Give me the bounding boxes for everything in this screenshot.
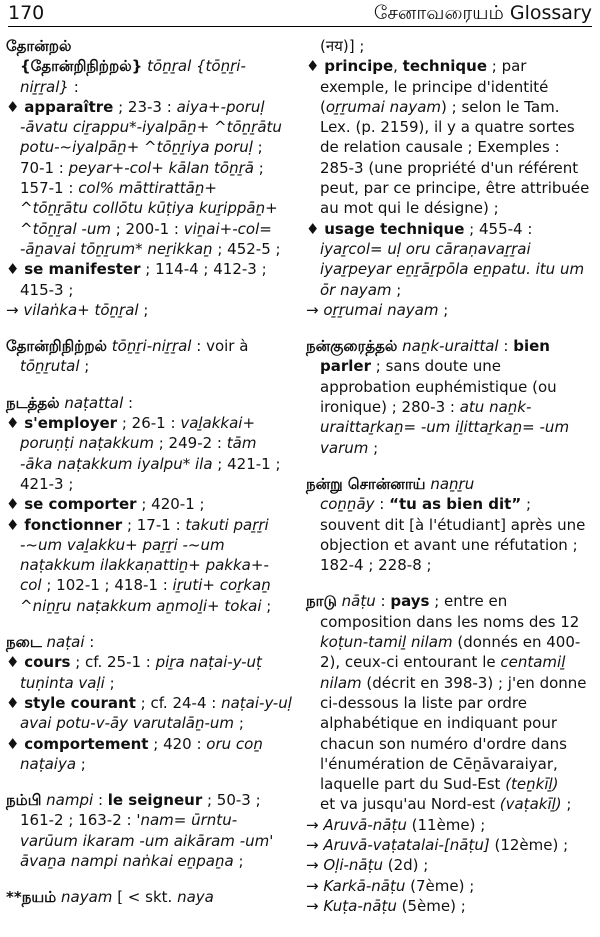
glossary-entry [6,393,298,616]
entry-line: peut, par ce principe, être attribuée [320,179,590,198]
entry-line: -āka naṭakkum iyalpu* ila ; 421-1 ; [20,454,281,473]
glossary-entry [306,591,594,916]
entry-line: laquelle part du Sud-Est (teṉkīḻ) [320,775,559,794]
entry-line: → vilaṅka+ tōṉṟal ; [6,300,149,319]
entry-line: iyaṟcol= uḷ oru cāraṇavaṟṟai [320,239,531,258]
entry-line: ♦ cours ; cf. 25-1 : piṟa naṭai-y-uṭ [6,653,262,672]
entry-line: de relation causale ; Exemples : [320,138,560,157]
entry-line: நன்குரைத்தல் naṉk-uraittal : bien [306,337,550,356]
entry-line: ♦ fonctionner ; 17-1 : takuti paṟṟi [6,515,269,534]
entry-line: -~um vaḻakku+ paṟṟi -~um [20,535,225,554]
entry-line: col ; 102-1 ; 418-1 : iṟuti+ coṟkaṉ [20,576,271,595]
entry-line: -āvatu ciṟappu*-iyalpāṉ+ ^tōṉṟātu [20,118,282,137]
entry-line: நடத்தல் naṭattal : [6,393,134,412]
entry-line: ♦ apparaître ; 23-3 : aiya+-poruḷ [6,97,265,116]
entry-line: தோன்றிநிற்றல் tōṉṟi-niṟṟal : voir à [6,337,249,356]
glossary-entry [6,36,298,320]
entry-line: souvent dit [à l'étudiant] après une [320,515,586,534]
right-column [306,36,594,932]
entry-line: iyaṟpeyar eṉṟāṟpōla eṉpatu. itu um [320,260,585,279]
glossary-entry [6,887,298,907]
entry-line: Lex. (p. 2159), il y a quatre sortes [320,118,575,137]
entry-line: நன்று சொன்னாய் naṉṟu [306,474,475,493]
entry-line: approbation euphémistique (ou [320,377,557,396]
entry-line: ♦ s'employer ; 26-1 : vaḻakkai+ [6,414,256,433]
entry-line: chacun son numéro d'ordre dans [320,734,567,753]
glossary-entry [306,36,594,320]
entry-line: → Aruvā-vaṭatalai-[nāṭu] (12ème) ; [306,835,569,854]
entry-line: (oṟṟumai nayam) ; selon le Tam. [320,97,560,116]
entry-line: exemple, le principe d'identité [320,77,549,96]
entry-line: l'énumération de Cēṉāvaraiyar, [320,754,558,773]
entry-line: objection et avant une réfutation ; [320,535,578,554]
entry-line: -āṉavai tōṉṟum* neṟikkaṉ ; 452-5 ; [20,239,281,258]
entry-line: ^tōṉṟātu collōtu kūṭiya kuṟippāṉ+ [20,199,278,218]
entry-line: 161-2 ; 163-2 : 'nam= ūrntu- [20,811,238,830]
entry-line: parler ; sans doute une [320,357,501,376]
entry-line: composition dans les noms des 12 [320,612,580,631]
entry-line: tōṉṟutal ; [20,357,90,376]
entry-line: → Kuṭa-nāṭu (5ème) ; [306,896,466,915]
entry-line: நாடு nāṭu : pays ; entre en [306,592,508,611]
entry-line: ci-dessous la liste par ordre [320,693,527,712]
entry-line: ♦ principe, technique ; par [306,57,527,76]
header-rule [8,26,592,27]
entry-line: varum ; [320,438,379,457]
entry-line: ♦ se comporter ; 420-1 ; [6,495,205,514]
entry-line: → oṟṟumai nayam ; [306,300,449,319]
entry-line: naṭaiya ; [20,754,86,773]
entry-line: ♦ style courant ; cf. 24-4 : naṭai-y-uḷ [6,693,292,712]
entry-line: நடை naṭai : [6,633,95,652]
entry-line: varūum ikaram -um aikāram -um' [20,831,274,850]
entry-line: ^tōṉṟal -um ; 200-1 : viṉai+-col= [20,219,272,238]
entry-line: ♦ usage technique ; 455-4 : [306,219,533,238]
entry-line: நம்பி nampi : le seigneur ; 50-3 ; [6,791,261,810]
page-header [0,0,600,30]
glossary-entry [306,474,594,575]
entry-line: 70-1 : peyar+-col+ kālan tōṉṟā ; [20,158,264,177]
entry-line: au mot qui le désigne) ; [320,199,499,218]
glossary-entry [6,336,298,377]
entry-line: ♦ se manifester ; 114-4 ; 412-3 ; [6,260,267,279]
entry-line: potu-~iyalpāṉ+ ^tōṉṟiya poruḷ ; [20,138,263,157]
entry-line: ♦ comportement ; 420 : oru coṉ [6,734,263,753]
entry-line: koṭun-tamiḻ nilam (donnés en 400- [320,633,581,652]
entry-line: ^niṉṟu naṭakkum aṉmoḻi+ tokai ; [20,596,272,615]
entry-line: {தோன்றிநிற்றல்} tōṉṟal {tōṉṟi- [20,57,246,76]
entry-line: alphabétique en indiquant pour [320,714,558,733]
entry-line: 157-1 : col% māttirattāṉ+ [20,179,217,198]
page-number: 170 [8,2,45,24]
entry-line: ōr nayam ; [320,280,402,299]
entry-line: → Aruvā-nāṭu (11ème) ; [306,815,486,834]
entry-line: ironique) ; 280-3 : atu naṉk- [320,398,532,417]
entry-line: poruṇṭi naṭakkum ; 249-2 : tām [20,434,257,453]
entry-line: → Karkā-nāṭu (7ème) ; [306,876,475,895]
entry-line: 182-4 ; 228-8 ; [320,556,432,575]
entry-line: uraittaṟkaṉ= -um iḻittaṟkaṉ= -um [320,418,570,437]
entry-line: 415-3 ; [20,280,74,299]
entry-line: தோன்றல் [6,37,72,55]
running-title: சேனாவரையம் Glossary [373,2,592,24]
entry-line: et va jusqu'au Nord-est (vaṭakīḻ) ; [320,795,572,814]
entry-line: 285-3 (une propriété d'un référent [320,158,579,177]
entry-line: niṟṟal} : [20,77,79,96]
glossary-entry [6,632,298,774]
entry-line: **நயம் nayam [ < skt. naya [6,888,214,907]
entry-line: avai potu-v-āy varutalāṉ-um ; [20,714,244,733]
entry-line: 2), ceux-ci entourant le centamiḻ [320,653,566,672]
glossary-entry [306,336,594,458]
glossary-entry [6,790,298,871]
entry-line: (नय)] ; [320,37,365,55]
entry-line: āvaṉa nampi naṅkai eṉpaṉa ; [20,851,244,870]
left-column [6,36,298,924]
entry-line: naṭakkum ilakkaṇattiṉ+ pakka+- [20,556,269,575]
entry-line: nilam (décrit en 398-3) ; j'en donne [320,673,587,692]
entry-line: coṉṉāy : “tu as bien dit” ; [320,495,532,514]
entry-line: 421-3 ; [20,474,74,493]
entry-line: tuṇinta vaḷi ; [20,673,115,692]
entry-line: → Oḷi-nāṭu (2d) ; [306,856,429,875]
